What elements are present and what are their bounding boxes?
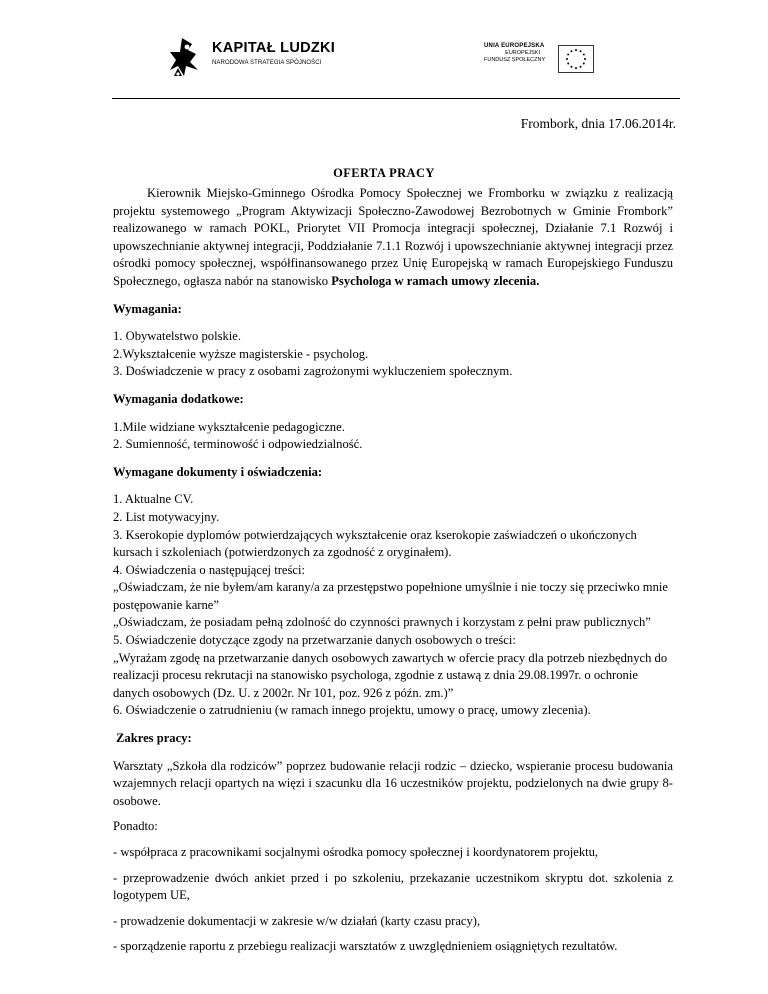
list-item: 3. Kserokopie dyplomów potwierdzających wykształcenie oraz kserokopie zaświadczeń o ukończonych kursach i szkoleniach (potwierdzonych za zgodność z oryginałem).: [113, 527, 637, 560]
list-item: 6. Oświadczenie o zatrudnieniu (w ramach innego projektu, umowy o pracę, umowy zlecenia).: [113, 703, 591, 718]
eu-logo: [484, 43, 604, 77]
eu-logo-line2: EUROPEJSKI: [505, 50, 540, 57]
scope-heading: Zakres pracy:: [116, 731, 192, 746]
list-item: „Oświadczam, że posiadam pełną zdolność do czynności prawnych i korzystam z pełni praw publicznych”: [113, 615, 651, 630]
list-item: - prowadzenie dokumentacji w zakresie w/w działań (karty czasu pracy),: [113, 913, 481, 928]
kapital-ludzki-logo: [168, 36, 336, 80]
list-item: 5. Oświadczenie dotyczące zgody na przetwarzanie danych osobowych o treści:: [113, 633, 516, 648]
documents-heading: Wymagane dokumenty i oświadczenia:: [113, 464, 323, 479]
list-item: 2. Sumienność, terminowość i odpowiedzialność.: [113, 437, 363, 452]
eu-logo-text: [484, 43, 546, 65]
list-item: 1.Mile widziane wykształcenie pedagogiczne.: [113, 419, 345, 434]
eu-logo-line1: UNIA EUROPEJSKA: [484, 43, 545, 49]
intro-text: Kierownik Miejsko-Gminnego Ośrodka Pomocy Społecznej we Fromborku w związku z realizacją projektu systemowego „Program Aktywizacji Społeczno-Zawodowej Bezrobotnych w Gminie Frombork” realizowanego w ramach POKL, Priorytet VII Promocja integracji społecznej, Działanie 7.1 Rozwój i upowszechnianie aktywnej integracji, Poddziałanie 7.1.1 Rozwój i upowszechnianie aktywnej integracji przez ośrodki pomocy społecznej, współfinansowanego przez Unię Europejską w ramach Europejskiego Funduszu Społecznego, ogłasza nabór na stanowisko: [113, 186, 673, 288]
list-item: - sporządzenie raportu z przebiegu realizacji warsztatów z uwzględnieniem osiągniętych rezultatów.: [113, 939, 618, 954]
logo-title: KAPITAŁ LUDZKI: [212, 40, 336, 56]
requirements-heading: Wymagania:: [113, 301, 182, 316]
list-item: „Wyrażam zgodę na przetwarzanie danych osobowych zawartych w ofercie pracy dla potrzeb niezbędnych do realizacji procesu rekrutacji na stanowisko psychologa, zgodnie z ustawą z dnia 29.08.1997r. o ochronie danych osobowych (Dz. U. z 2002r. Nr 101, poz. 926 z późn. zm.)”: [113, 650, 668, 700]
additional-heading: Wymagania dodatkowe:: [113, 391, 244, 406]
intro-paragraph: [113, 185, 673, 291]
scope-description: Warsztaty „Szkoła dla rodziców” poprzez budowanie relacji rodzic – dziecko, wspieranie procesu budowania wzajemnych relacji opartych na więzi i szacunku dla 16 uczestników projektu, podzielonych na dwie grupy 8-osobowe.: [113, 758, 673, 808]
requirements-list: [113, 328, 673, 381]
list-item: 4. Oświadczenia o następującej treści:: [113, 562, 305, 577]
scope-moreover: Ponadto:: [113, 819, 158, 834]
list-item: 3. Doświadczenie w pracy z osobami zagrożonymi wykluczeniem społecznym.: [113, 364, 513, 379]
list-item: - współpraca z pracownikami socjalnymi ośrodka pomocy społecznej i koordynatorem projektu,: [113, 845, 599, 859]
eu-flag-icon: [558, 45, 594, 73]
list-item: „Oświadczam, że nie byłem/am karany/a za przestępstwo popełnione umyślnie i nie toczy się przeciwko mnie postępowanie karne”: [113, 580, 668, 612]
list-item: 2.Wykształcenie wyższe magisterskie - psycholog.: [113, 346, 369, 361]
list-item: - przeprowadzenie dwóch ankiet przed i po szkoleniu, przekazanie uczestnikom skryptu dot. szkolenia z logotypem UE,: [113, 870, 673, 903]
list-item: 1. Obywatelstwo polskie.: [113, 329, 242, 344]
additional-list: [113, 419, 673, 454]
list-item: 2. List motywacyjny.: [113, 509, 220, 524]
date-line: Frombork, dnia 17.06.2014r.: [520, 116, 676, 131]
list-item: 1. Aktualne CV.: [113, 492, 194, 507]
page-title: OFERTA PRACY: [333, 166, 435, 180]
kapital-ludzki-logo-icon: [168, 36, 208, 80]
header-divider: [112, 98, 680, 99]
eu-logo-line3: FUNDUSZ SPOŁECZNY: [484, 57, 546, 64]
documents-list: [113, 491, 673, 720]
intro-position: Psychologa w ramach umowy zlecenia.: [331, 273, 540, 288]
logo-subtitle: NARODOWA STRATEGIA SPÓJNOŚCI: [212, 60, 322, 66]
document-body: [113, 185, 673, 964]
